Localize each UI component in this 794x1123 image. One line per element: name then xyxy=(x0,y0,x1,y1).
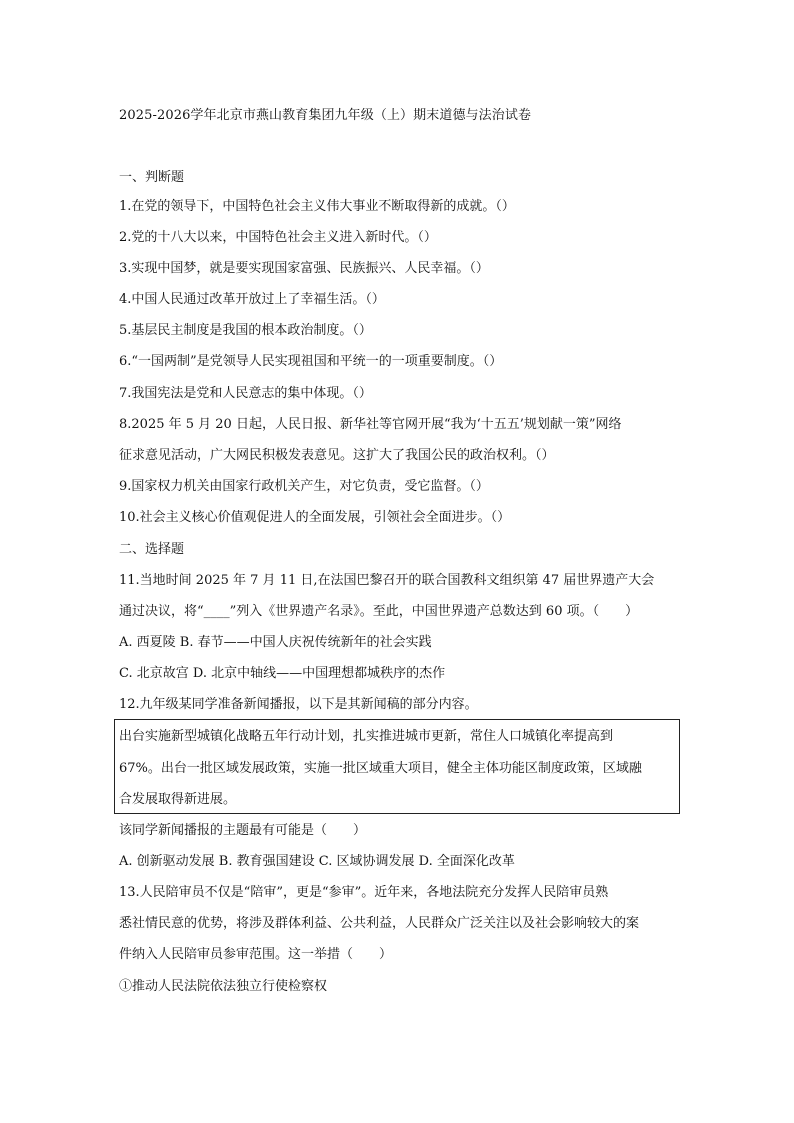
q11-options-cd: C. 北京故宫 D. 北京中轴线——中国理想都城秩序的杰作 xyxy=(119,666,446,681)
q11-line2: 通过决议，将“____”列入《世界遗产名录》。至此，中国世界遗产总数达到 60 项。（ ） xyxy=(119,604,639,619)
judge-q7: 7.我国宪法是党和人民意志的集中体现。（） xyxy=(119,386,372,401)
judge-q4: 4.中国人民通过改革开放过上了幸福生活。（） xyxy=(119,292,385,307)
section-heading-judge: 一、判断题 xyxy=(119,170,185,185)
q12-question: 该同学新闻播报的主题最有可能是（ ） xyxy=(119,823,367,838)
q11-options-ab: A. 西夏陵 B. 春节——中国人庆祝传统新年的社会实践 xyxy=(119,635,432,650)
judge-q1: 1.在党的领导下，中国特色社会主义伟大事业不断取得新的成就。（） xyxy=(119,199,515,214)
q13-line1: 13.人民陪审员不仅是“陪审”，更是“参审”。近年来，各地法院充分发挥人民陪审员熟 xyxy=(119,885,609,900)
judge-q10: 10.社会主义核心价值观促进人的全面发展，引领社会全面进步。（） xyxy=(119,510,511,525)
judge-q5: 5.基层民主制度是我国的根本政治制度。（） xyxy=(119,323,372,338)
q12-stem: 12.九年级某同学准备新闻播报，以下是其新闻稿的部分内容。 xyxy=(119,697,478,712)
judge-q8-line2: 征求意见活动，广大网民积极发表意见。这扩大了我国公民的政治权利。（） xyxy=(119,448,555,463)
judge-q9: 9.国家权力机关由国家行政机关产生，对它负责，受它监督。（） xyxy=(119,479,489,494)
news-excerpt-box xyxy=(114,719,680,814)
section-heading-choice: 二、选择题 xyxy=(119,542,185,557)
judge-q6: 6.“一国两制”是党领导人民实现祖国和平统一的一项重要制度。（） xyxy=(119,354,503,369)
judge-q2: 2.党的十八大以来，中国特色社会主义进入新时代。（） xyxy=(119,230,437,245)
news-excerpt-line1: 出台实施新型城镇化战略五年行动计划，扎实推进城市更新，常住人口城镇化率提高到 xyxy=(119,729,614,744)
q11-line1: 11.当地时间 2025 年 7 月 11 日,在法国巴黎召开的联合国教科文组织第 47 届世界遗产大会 xyxy=(119,573,655,588)
news-excerpt-line2: 67%。出台一批区域发展政策，实施一批区域重大项目，健全主体功能区制度政策，区域融 xyxy=(119,761,642,776)
exam-title: 2025-2026学年北京市燕山教育集团九年级（上）期末道德与法治试卷 xyxy=(119,108,532,123)
q13-line3: 件纳入人民陪审员参审范围。这一举措（ ） xyxy=(119,947,393,962)
news-excerpt-line3: 合发展取得新进展。 xyxy=(119,792,237,807)
q13-line2: 悉社情民意的优势，将涉及群体利益、公共利益，人民群众广泛关注以及社会影响较大的案 xyxy=(119,916,640,931)
judge-q3: 3.实现中国梦，就是要实现国家富强、民族振兴、人民幸福。（） xyxy=(119,261,489,276)
q12-options: A. 创新驱动发展 B. 教育强国建设 C. 区域协调发展 D. 全面深化改革 xyxy=(119,854,515,869)
q13-option1: ①推动人民法院依法独立行使检察权 xyxy=(119,979,328,994)
judge-q8-line1: 8.2025 年 5 月 20 日起，人民日报、新华社等官网开展“我为‘十五五’规划献一策”网络 xyxy=(119,417,622,432)
